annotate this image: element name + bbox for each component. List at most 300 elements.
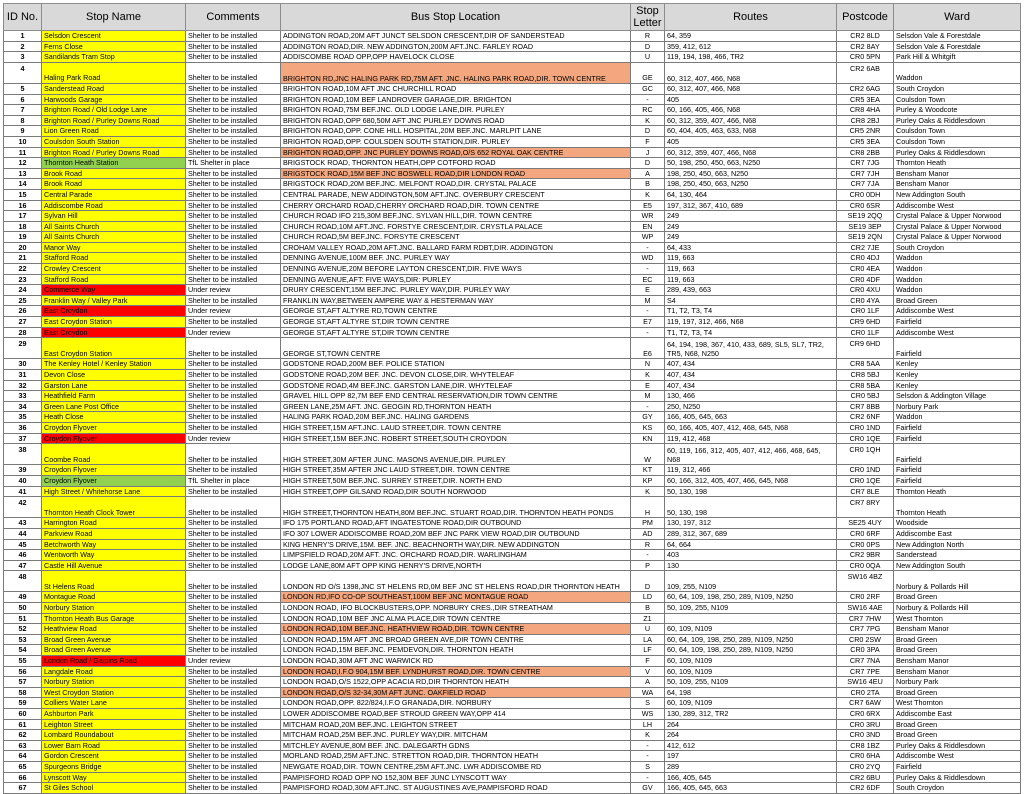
- cell-id[interactable]: 18: [4, 221, 42, 232]
- table-row[interactable]: [4, 497, 1021, 518]
- cell-stop-name[interactable]: Brook Road: [42, 168, 186, 179]
- cell-ward[interactable]: Fairfield: [894, 422, 1021, 433]
- cell-routes[interactable]: 359, 412, 612: [665, 41, 837, 52]
- cell-stop-name[interactable]: Devon Close: [42, 370, 186, 381]
- cell-location[interactable]: FRANKLIN WAY,BETWEEN AMPERE WAY & HESTERMAN WAY: [281, 295, 631, 306]
- cell-location[interactable]: ADDISCOMBE ROAD OPP,OPP HAVELOCK CLOSE: [281, 52, 631, 63]
- cell-routes[interactable]: 60, 109, N109: [665, 624, 837, 635]
- cell-routes[interactable]: 264: [665, 730, 837, 741]
- cell-id[interactable]: 6: [4, 94, 42, 105]
- cell-routes[interactable]: 412, 612: [665, 740, 837, 751]
- cell-comment[interactable]: Shelter to be installed: [186, 94, 281, 105]
- cell-id[interactable]: 54: [4, 645, 42, 656]
- cell-routes[interactable]: [665, 613, 837, 624]
- cell-stop-name[interactable]: East Croydon Station: [42, 338, 186, 359]
- cell-comment[interactable]: Shelter to be installed: [186, 62, 281, 83]
- cell-id[interactable]: 49: [4, 592, 42, 603]
- table-row[interactable]: [4, 719, 1021, 730]
- cell-comment[interactable]: Shelter to be installed: [186, 274, 281, 285]
- table-row[interactable]: [4, 624, 1021, 635]
- cell-ward[interactable]: Norbury Park: [894, 401, 1021, 412]
- header-ward[interactable]: Ward: [894, 4, 1021, 31]
- cell-postcode[interactable]: CR8 2BB: [837, 147, 894, 158]
- cell-id[interactable]: 42: [4, 497, 42, 518]
- cell-routes[interactable]: 60, 166, 405, 407, 412, 468, 645, N68: [665, 422, 837, 433]
- cell-routes[interactable]: 119, 194, 198, 466, TR2: [665, 52, 837, 63]
- cell-comment[interactable]: Shelter to be installed: [186, 772, 281, 783]
- cell-ward[interactable]: New Addington South: [894, 560, 1021, 571]
- cell-location[interactable]: MITCHAM ROAD,20M BEF.JNC. LEIGHTON STREET: [281, 719, 631, 730]
- cell-comment[interactable]: Shelter to be installed: [186, 539, 281, 550]
- cell-stop-name[interactable]: Lynscott Way: [42, 772, 186, 783]
- cell-comment[interactable]: Shelter to be installed: [186, 613, 281, 624]
- cell-ward[interactable]: Broad Green: [894, 645, 1021, 656]
- cell-comment[interactable]: Shelter to be installed: [186, 200, 281, 211]
- table-row[interactable]: [4, 274, 1021, 285]
- cell-comment[interactable]: Shelter to be installed: [186, 624, 281, 635]
- cell-postcode[interactable]: CR0 2RF: [837, 592, 894, 603]
- cell-stop-letter[interactable]: PM: [631, 518, 665, 529]
- cell-ward[interactable]: Waddon: [894, 412, 1021, 423]
- cell-stop-name[interactable]: Coulsdon South Station: [42, 136, 186, 147]
- table-row[interactable]: [4, 168, 1021, 179]
- cell-postcode[interactable]: CR0 4EA: [837, 264, 894, 275]
- cell-id[interactable]: 41: [4, 486, 42, 497]
- cell-routes[interactable]: S4: [665, 295, 837, 306]
- cell-comment[interactable]: Shelter to be installed: [186, 115, 281, 126]
- cell-id[interactable]: 55: [4, 656, 42, 667]
- cell-postcode[interactable]: CR7 7NA: [837, 656, 894, 667]
- cell-location[interactable]: BRIGHTON ROAD,OPP. JNC PURLEY DOWNS ROAD,O/S 652 ROYAL OAK CENTRE: [281, 147, 631, 158]
- cell-comment[interactable]: Shelter to be installed: [186, 634, 281, 645]
- cell-comment[interactable]: Shelter to be installed: [186, 147, 281, 158]
- cell-location[interactable]: GEORGE ST,TOWN CENTRE: [281, 338, 631, 359]
- cell-id[interactable]: 24: [4, 285, 42, 296]
- cell-ward[interactable]: Selsdon & Addington Village: [894, 391, 1021, 402]
- cell-stop-letter[interactable]: EN: [631, 221, 665, 232]
- cell-stop-letter[interactable]: D: [631, 571, 665, 592]
- cell-stop-name[interactable]: Lion Green Road: [42, 126, 186, 137]
- cell-ward[interactable]: Waddon: [894, 274, 1021, 285]
- cell-comment[interactable]: Shelter to be installed: [186, 295, 281, 306]
- cell-stop-name[interactable]: Harrington Road: [42, 518, 186, 529]
- cell-comment[interactable]: Shelter to be installed: [186, 751, 281, 762]
- cell-location[interactable]: GODSTONE ROAD,200M BEF. POLICE STATION: [281, 359, 631, 370]
- cell-stop-name[interactable]: Manor Way: [42, 242, 186, 253]
- cell-stop-name[interactable]: Broad Green Avenue: [42, 634, 186, 645]
- cell-location[interactable]: GRAVEL HILL OPP 82,7M BEF END CENTRAL RESERVATION,DIR TOWN CENTRE: [281, 391, 631, 402]
- cell-location[interactable]: DENNING AVENUE,AFT: FIVE WAYS,DIR: PURLEY: [281, 274, 631, 285]
- cell-stop-letter[interactable]: EC: [631, 274, 665, 285]
- cell-routes[interactable]: 60, 404, 405, 463, 633, N68: [665, 126, 837, 137]
- cell-stop-letter[interactable]: -: [631, 306, 665, 317]
- cell-comment[interactable]: Shelter to be installed: [186, 221, 281, 232]
- cell-location[interactable]: LONDON ROAD,O/S 32-34,30M AFT JUNC. OAKFIELD ROAD: [281, 687, 631, 698]
- cell-stop-name[interactable]: All Saints Church: [42, 232, 186, 243]
- cell-stop-letter[interactable]: LH: [631, 719, 665, 730]
- cell-postcode[interactable]: CR2 6BU: [837, 772, 894, 783]
- cell-postcode[interactable]: CR0 1LF: [837, 327, 894, 338]
- cell-location[interactable]: HIGH STREET,35M AFTER JNC LAUD STREET,DIR. TOWN CENTRE: [281, 465, 631, 476]
- cell-ward[interactable]: Coulsdon Town: [894, 94, 1021, 105]
- table-row[interactable]: [4, 560, 1021, 571]
- cell-id[interactable]: 35: [4, 412, 42, 423]
- cell-comment[interactable]: Under review: [186, 433, 281, 444]
- cell-id[interactable]: 7: [4, 105, 42, 116]
- cell-id[interactable]: 16: [4, 200, 42, 211]
- cell-location[interactable]: BRIGHTON ROAD,OPP. CONE HILL HOSPITAL,20M BEF.JNC. MARLPIT LANE: [281, 126, 631, 137]
- cell-ward[interactable]: Norbury Park: [894, 677, 1021, 688]
- cell-postcode[interactable]: CR0 4XU: [837, 285, 894, 296]
- cell-postcode[interactable]: CR0 3PA: [837, 645, 894, 656]
- table-row[interactable]: [4, 285, 1021, 296]
- cell-id[interactable]: 59: [4, 698, 42, 709]
- cell-stop-name[interactable]: East Croydon Station: [42, 317, 186, 328]
- cell-location[interactable]: DRURY CRESCENT,15M BEF.JNC. PURLEY WAY,DIR. PURLEY WAY: [281, 285, 631, 296]
- cell-id[interactable]: 13: [4, 168, 42, 179]
- cell-ward[interactable]: New Addington South: [894, 189, 1021, 200]
- cell-ward[interactable]: Addiscombe East: [894, 709, 1021, 720]
- cell-comment[interactable]: Under review: [186, 306, 281, 317]
- table-row[interactable]: [4, 253, 1021, 264]
- cell-ward[interactable]: Bensham Manor: [894, 168, 1021, 179]
- cell-postcode[interactable]: CR7 8RY: [837, 497, 894, 518]
- cell-stop-letter[interactable]: LF: [631, 645, 665, 656]
- cell-postcode[interactable]: CR2 6AB: [837, 62, 894, 83]
- cell-routes[interactable]: 249: [665, 211, 837, 222]
- cell-postcode[interactable]: CR8 2BJ: [837, 115, 894, 126]
- cell-postcode[interactable]: CR9 6HD: [837, 338, 894, 359]
- cell-postcode[interactable]: CR2 8LD: [837, 31, 894, 42]
- cell-stop-name[interactable]: Central Parade: [42, 189, 186, 200]
- cell-postcode[interactable]: CR0 2YQ: [837, 761, 894, 772]
- cell-postcode[interactable]: CR0 1ND: [837, 422, 894, 433]
- cell-stop-name[interactable]: Wentworth Way: [42, 550, 186, 561]
- cell-id[interactable]: 43: [4, 518, 42, 529]
- cell-comment[interactable]: Shelter to be installed: [186, 730, 281, 741]
- cell-id[interactable]: 47: [4, 560, 42, 571]
- cell-ward[interactable]: Purley & Woodcote: [894, 105, 1021, 116]
- cell-postcode[interactable]: CR2 8AY: [837, 41, 894, 52]
- cell-stop-letter[interactable]: N: [631, 359, 665, 370]
- cell-comment[interactable]: Shelter to be installed: [186, 179, 281, 190]
- cell-comment[interactable]: Shelter to be installed: [186, 645, 281, 656]
- cell-stop-letter[interactable]: D: [631, 158, 665, 169]
- cell-location[interactable]: LONDON ROAD,O/S 1522,OPP ACACIA RD,DIR THORNTON HEATH: [281, 677, 631, 688]
- cell-routes[interactable]: 250, N250: [665, 401, 837, 412]
- cell-routes[interactable]: 130, 197, 312: [665, 518, 837, 529]
- table-row[interactable]: [4, 391, 1021, 402]
- cell-ward[interactable]: Fairfield: [894, 475, 1021, 486]
- table-row[interactable]: [4, 772, 1021, 783]
- table-row[interactable]: [4, 83, 1021, 94]
- cell-location[interactable]: BRIGHTON ROAD,10M BEF LANDROVER GARAGE,DIR. BRIGHTON: [281, 94, 631, 105]
- cell-comment[interactable]: Shelter to be installed: [186, 518, 281, 529]
- cell-comment[interactable]: Shelter to be installed: [186, 380, 281, 391]
- cell-routes[interactable]: 405: [665, 94, 837, 105]
- cell-ward[interactable]: Fairfield: [894, 465, 1021, 476]
- cell-stop-name[interactable]: Sylvan Hill: [42, 211, 186, 222]
- cell-id[interactable]: 28: [4, 327, 42, 338]
- cell-postcode[interactable]: CR0 6HA: [837, 751, 894, 762]
- cell-stop-letter[interactable]: K: [631, 486, 665, 497]
- cell-location[interactable]: ADDINGTON ROAD,20M AFT JUNCT SELSDON CRESCENT,DIR OF SANDERSTEAD: [281, 31, 631, 42]
- cell-ward[interactable]: Kenley: [894, 370, 1021, 381]
- cell-ward[interactable]: Selsdon Vale & Forestdale: [894, 41, 1021, 52]
- cell-stop-name[interactable]: Green Lane Post Office: [42, 401, 186, 412]
- cell-id[interactable]: 66: [4, 772, 42, 783]
- cell-id[interactable]: 26: [4, 306, 42, 317]
- cell-stop-name[interactable]: Broad Green Avenue: [42, 645, 186, 656]
- cell-ward[interactable]: Crystal Palace & Upper Norwood: [894, 211, 1021, 222]
- table-row[interactable]: [4, 158, 1021, 169]
- cell-location[interactable]: GREEN LANE,25M AFT. JNC. GEOGIN RD,THORNTON HEATH: [281, 401, 631, 412]
- cell-stop-letter[interactable]: -: [631, 772, 665, 783]
- cell-postcode[interactable]: CR0 1ND: [837, 465, 894, 476]
- cell-stop-name[interactable]: Betchworth Way: [42, 539, 186, 550]
- cell-postcode[interactable]: SE19 3EP: [837, 221, 894, 232]
- cell-stop-letter[interactable]: -: [631, 242, 665, 253]
- cell-comment[interactable]: TfL Shelter in place: [186, 475, 281, 486]
- cell-location[interactable]: LONDON ROAD,10M BEF JNC ALMA PLACE,DIR TOWN CENTRE: [281, 613, 631, 624]
- cell-stop-letter[interactable]: KP: [631, 475, 665, 486]
- cell-id[interactable]: 58: [4, 687, 42, 698]
- cell-location[interactable]: GODSTONE ROAD,20M BEF. JNC. DEVON CLOSE,DIR. WHYTELEAF: [281, 370, 631, 381]
- cell-routes[interactable]: 198, 250, 450, 663, N250: [665, 168, 837, 179]
- cell-ward[interactable]: Purley Oaks & Riddlesdown: [894, 147, 1021, 158]
- cell-stop-letter[interactable]: F: [631, 656, 665, 667]
- cell-stop-name[interactable]: Sanderstead Road: [42, 83, 186, 94]
- cell-postcode[interactable]: CR2 9BR: [837, 550, 894, 561]
- cell-routes[interactable]: 109, 255, N109: [665, 571, 837, 592]
- cell-location[interactable]: IFO 307 LOWER ADDISCOMBE ROAD,20M BEF JNC PARK VIEW ROAD,DIR OUTBOUND: [281, 528, 631, 539]
- cell-postcode[interactable]: CR0 6SR: [837, 200, 894, 211]
- cell-stop-letter[interactable]: -: [631, 327, 665, 338]
- table-row[interactable]: [4, 465, 1021, 476]
- cell-comment[interactable]: Under review: [186, 285, 281, 296]
- table-row[interactable]: [4, 666, 1021, 677]
- cell-stop-letter[interactable]: D: [631, 126, 665, 137]
- cell-id[interactable]: 17: [4, 211, 42, 222]
- cell-ward[interactable]: Waddon: [894, 62, 1021, 83]
- cell-postcode[interactable]: CR7 8LE: [837, 486, 894, 497]
- cell-routes[interactable]: 166, 405, 645: [665, 772, 837, 783]
- table-row[interactable]: [4, 41, 1021, 52]
- table-row[interactable]: [4, 687, 1021, 698]
- cell-location[interactable]: LODGE LANE,80M AFT OPP KING HENRY'S DRIVE,NORTH: [281, 560, 631, 571]
- cell-routes[interactable]: 119, 663: [665, 274, 837, 285]
- cell-postcode[interactable]: CR8 5AA: [837, 359, 894, 370]
- cell-stop-letter[interactable]: B: [631, 603, 665, 614]
- cell-postcode[interactable]: CR0 0QA: [837, 560, 894, 571]
- cell-postcode[interactable]: CR0 4YA: [837, 295, 894, 306]
- table-row[interactable]: [4, 327, 1021, 338]
- cell-ward[interactable]: Broad Green: [894, 719, 1021, 730]
- cell-routes[interactable]: 60, 166, 405, 466, N68: [665, 105, 837, 116]
- cell-comment[interactable]: Shelter to be installed: [186, 497, 281, 518]
- cell-comment[interactable]: Shelter to be installed: [186, 412, 281, 423]
- cell-routes[interactable]: 166, 405, 645, 663: [665, 783, 837, 794]
- cell-location[interactable]: HIGH STREET,THORNTON HEATH,80M BEF.JNC. STUART ROAD,DIR. THORNTON HEATH PONDS: [281, 497, 631, 518]
- cell-ward[interactable]: Purley Oaks & Riddlesdown: [894, 772, 1021, 783]
- cell-stop-letter[interactable]: K: [631, 370, 665, 381]
- cell-stop-name[interactable]: Thornton Heath Bus Garage: [42, 613, 186, 624]
- cell-stop-name[interactable]: Croydon Flyover: [42, 433, 186, 444]
- table-row[interactable]: [4, 412, 1021, 423]
- cell-stop-letter[interactable]: -: [631, 94, 665, 105]
- table-row[interactable]: [4, 264, 1021, 275]
- cell-stop-name[interactable]: Sandilands Tram Stop: [42, 52, 186, 63]
- table-row[interactable]: [4, 62, 1021, 83]
- cell-stop-letter[interactable]: WS: [631, 709, 665, 720]
- cell-stop-letter[interactable]: P: [631, 560, 665, 571]
- cell-postcode[interactable]: CR8 4HA: [837, 105, 894, 116]
- cell-ward[interactable]: New Addington North: [894, 539, 1021, 550]
- cell-location[interactable]: CHERRY ORCHARD ROAD,CHERRY ORCHARD ROAD,DIR. TOWN CENTRE: [281, 200, 631, 211]
- cell-stop-name[interactable]: Brighton Road / Purley Downs Road: [42, 147, 186, 158]
- cell-routes[interactable]: 50, 198, 250, 450, 663, N250: [665, 158, 837, 169]
- cell-location[interactable]: PAMPISFORD ROAD,30M AFT.JNC. ST AUGUSTINES AVE,PAMPISFORD ROAD: [281, 783, 631, 794]
- cell-comment[interactable]: Shelter to be installed: [186, 359, 281, 370]
- cell-id[interactable]: 12: [4, 158, 42, 169]
- table-row[interactable]: [4, 317, 1021, 328]
- cell-id[interactable]: 21: [4, 253, 42, 264]
- cell-stop-letter[interactable]: -: [631, 264, 665, 275]
- cell-routes[interactable]: 60, 312, 407, 466, N68: [665, 83, 837, 94]
- cell-postcode[interactable]: SW16 4BZ: [837, 571, 894, 592]
- cell-comment[interactable]: Shelter to be installed: [186, 126, 281, 137]
- header-stop-name[interactable]: Stop Name: [42, 4, 186, 31]
- cell-location[interactable]: LIMPSFIELD ROAD,20M AFT. JNC. ORCHARD ROAD,DIR. WARLINGHAM: [281, 550, 631, 561]
- cell-routes[interactable]: 119, 197, 312, 466, N68: [665, 317, 837, 328]
- table-row[interactable]: [4, 52, 1021, 63]
- cell-ward[interactable]: Bensham Manor: [894, 624, 1021, 635]
- table-row[interactable]: [4, 105, 1021, 116]
- cell-stop-name[interactable]: East Croydon: [42, 306, 186, 317]
- cell-routes[interactable]: 64, 198: [665, 687, 837, 698]
- cell-stop-letter[interactable]: GC: [631, 83, 665, 94]
- table-row[interactable]: [4, 539, 1021, 550]
- cell-postcode[interactable]: CR9 6HD: [837, 317, 894, 328]
- cell-routes[interactable]: 60, 312, 359, 407, 466, N68: [665, 115, 837, 126]
- cell-id[interactable]: 36: [4, 422, 42, 433]
- cell-id[interactable]: 67: [4, 783, 42, 794]
- cell-comment[interactable]: Shelter to be installed: [186, 370, 281, 381]
- cell-routes[interactable]: 50, 109, 255, N109: [665, 603, 837, 614]
- cell-stop-name[interactable]: St Giles School: [42, 783, 186, 794]
- cell-ward[interactable]: Broad Green: [894, 730, 1021, 741]
- cell-ward[interactable]: Addiscombe West: [894, 306, 1021, 317]
- table-row[interactable]: [4, 211, 1021, 222]
- table-row[interactable]: [4, 126, 1021, 137]
- table-row[interactable]: [4, 242, 1021, 253]
- cell-stop-name[interactable]: Lombard Roundabout: [42, 730, 186, 741]
- cell-location[interactable]: DENNING AVENUE,100M BEF. JNC. PURLEY WAY: [281, 253, 631, 264]
- cell-location[interactable]: DENNING AVENUE,20M BEFORE LAYTON CRESCENT,DIR. FIVE WAYS: [281, 264, 631, 275]
- cell-stop-letter[interactable]: E: [631, 380, 665, 391]
- cell-comment[interactable]: Shelter to be installed: [186, 761, 281, 772]
- cell-comment[interactable]: Shelter to be installed: [186, 783, 281, 794]
- cell-ward[interactable]: Purley Oaks & Riddlesdown: [894, 740, 1021, 751]
- cell-id[interactable]: 62: [4, 730, 42, 741]
- table-row[interactable]: [4, 359, 1021, 370]
- cell-postcode[interactable]: CR2 6DF: [837, 783, 894, 794]
- cell-stop-name[interactable]: Croydon Flyover: [42, 465, 186, 476]
- cell-routes[interactable]: 407, 434: [665, 380, 837, 391]
- cell-routes[interactable]: 407, 434: [665, 370, 837, 381]
- cell-stop-name[interactable]: Brook Road: [42, 179, 186, 190]
- cell-stop-letter[interactable]: E6: [631, 338, 665, 359]
- cell-postcode[interactable]: CR0 1QE: [837, 475, 894, 486]
- cell-routes[interactable]: 60, 166, 312, 405, 407, 466, 645, N68: [665, 475, 837, 486]
- cell-id[interactable]: 65: [4, 761, 42, 772]
- cell-comment[interactable]: Shelter to be installed: [186, 253, 281, 264]
- cell-stop-name[interactable]: Heathfield Farm: [42, 391, 186, 402]
- table-row[interactable]: [4, 295, 1021, 306]
- cell-id[interactable]: 27: [4, 317, 42, 328]
- cell-postcode[interactable]: SE25 4UY: [837, 518, 894, 529]
- cell-stop-name[interactable]: Heath Close: [42, 412, 186, 423]
- table-row[interactable]: [4, 433, 1021, 444]
- cell-id[interactable]: 63: [4, 740, 42, 751]
- table-row[interactable]: [4, 645, 1021, 656]
- cell-stop-letter[interactable]: R: [631, 31, 665, 42]
- cell-location[interactable]: LONDON RD O/S 1398,JNC ST HELENS RD,0M BEF JNC ST HELENS ROAD,DIR THORNTON HEATH: [281, 571, 631, 592]
- cell-ward[interactable]: Kenley: [894, 380, 1021, 391]
- cell-location[interactable]: LONDON ROAD,I.F.O 904,15M BEF. LYNDHURST ROAD,DIR. TOWN CENTRE: [281, 666, 631, 677]
- cell-routes[interactable]: 198, 250, 450, 663, N250: [665, 179, 837, 190]
- cell-stop-letter[interactable]: A: [631, 168, 665, 179]
- cell-location[interactable]: HALING PARK ROAD,20M BEF.JNC. HALING GARDENS: [281, 412, 631, 423]
- cell-ward[interactable]: Bensham Manor: [894, 179, 1021, 190]
- cell-stop-name[interactable]: Stafford Road: [42, 274, 186, 285]
- cell-comment[interactable]: Shelter to be installed: [186, 242, 281, 253]
- cell-routes[interactable]: T1, T2, T3, T4: [665, 327, 837, 338]
- cell-routes[interactable]: 407, 434: [665, 359, 837, 370]
- cell-stop-letter[interactable]: F: [631, 136, 665, 147]
- cell-comment[interactable]: Shelter to be installed: [186, 687, 281, 698]
- cell-stop-name[interactable]: Norbury Station: [42, 677, 186, 688]
- cell-ward[interactable]: Coulsdon Town: [894, 126, 1021, 137]
- cell-id[interactable]: 30: [4, 359, 42, 370]
- table-row[interactable]: [4, 709, 1021, 720]
- cell-routes[interactable]: T1, T2, T3, T4: [665, 306, 837, 317]
- cell-postcode[interactable]: SE19 2QN: [837, 232, 894, 243]
- cell-stop-letter[interactable]: Z1: [631, 613, 665, 624]
- table-row[interactable]: [4, 603, 1021, 614]
- cell-ward[interactable]: West Thornton: [894, 613, 1021, 624]
- cell-routes[interactable]: 119, 412, 468: [665, 433, 837, 444]
- table-row[interactable]: [4, 475, 1021, 486]
- cell-ward[interactable]: South Croydon: [894, 242, 1021, 253]
- cell-id[interactable]: 8: [4, 115, 42, 126]
- cell-location[interactable]: BRIGHTON ROAD,75M BEF.JNC. OLD LODGE LANE,DIR. PURLEY: [281, 105, 631, 116]
- cell-postcode[interactable]: CR0 1LF: [837, 306, 894, 317]
- table-row[interactable]: [4, 232, 1021, 243]
- table-row[interactable]: [4, 751, 1021, 762]
- cell-stop-letter[interactable]: S: [631, 698, 665, 709]
- cell-location[interactable]: MITCHAM ROAD,25M BEF.JNC. PURLEY WAY,DIR. MITCHAM: [281, 730, 631, 741]
- cell-stop-letter[interactable]: GV: [631, 783, 665, 794]
- table-row[interactable]: [4, 740, 1021, 751]
- table-row[interactable]: [4, 571, 1021, 592]
- cell-stop-letter[interactable]: LA: [631, 634, 665, 645]
- cell-id[interactable]: 10: [4, 136, 42, 147]
- cell-ward[interactable]: South Croydon: [894, 83, 1021, 94]
- cell-location[interactable]: MITCHLEY AVENUE,80M BEF. JNC. DALEGARTH GDNS: [281, 740, 631, 751]
- cell-location[interactable]: CENTRAL PARADE, NEW ADDINGTON,50M AFT.JNC. OVERBURY CRESCENT: [281, 189, 631, 200]
- cell-stop-letter[interactable]: W: [631, 444, 665, 465]
